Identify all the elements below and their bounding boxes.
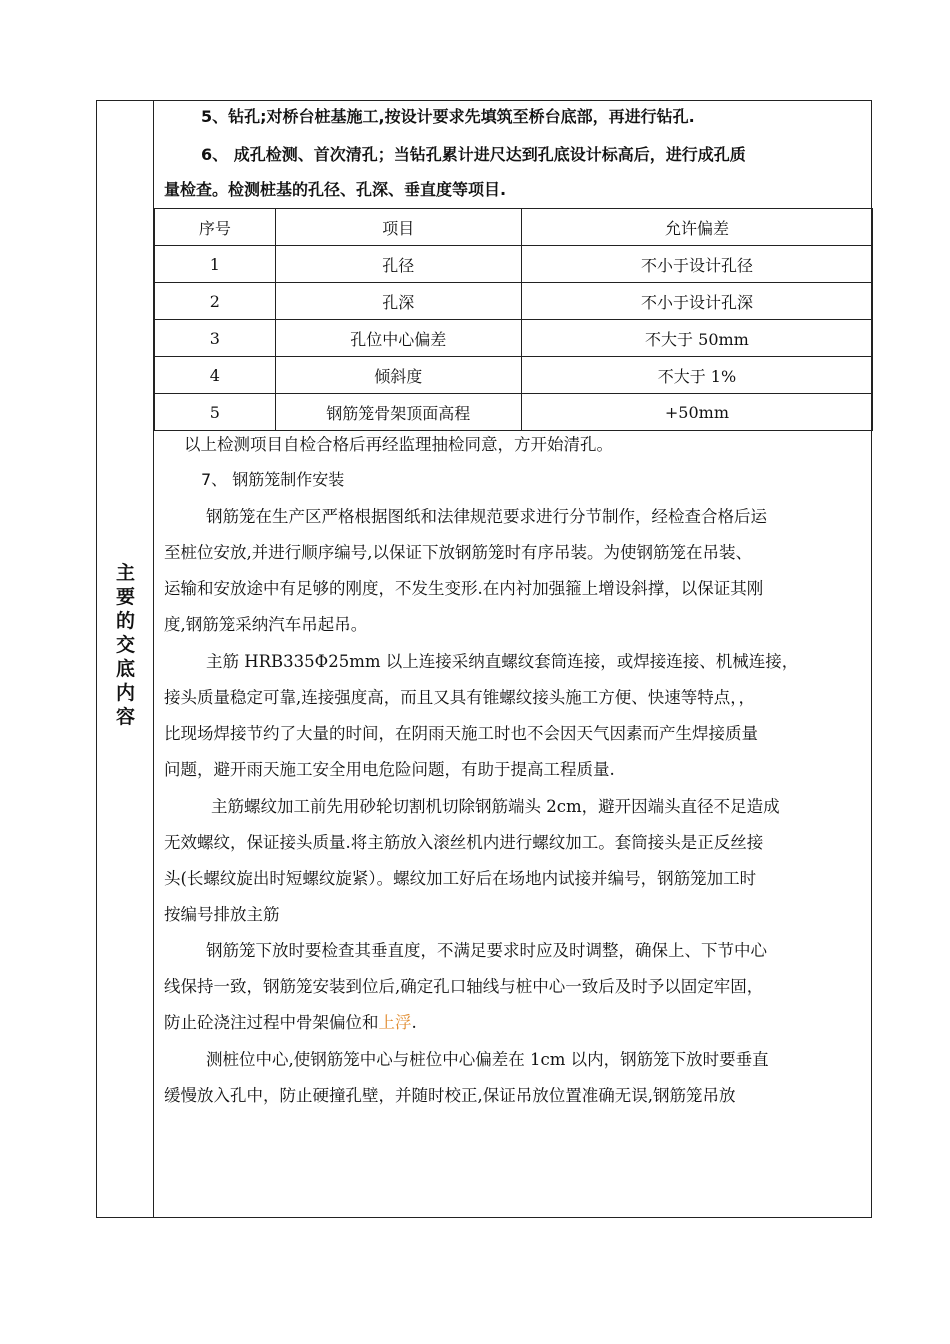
paragraph-line [164,1009,871,1033]
paragraph-text: 防止砼浇注过程中骨架偏位和 [164,1013,379,1032]
table-cell: 不小于设计孔径 [521,246,872,283]
side-label-char: 要 [115,586,135,608]
paragraph-line: 缓慢放入孔中，防止硬撞孔壁，并随时校正,保证吊放位置准确无误,钢筋笼吊放 [164,1086,736,1105]
item-5-drilling: 5、钻孔;对桥台桩基施工,按设计要求先填筑至桥台底部，再进行钻孔. [201,107,695,126]
paragraph-line: 运输和安放途中有足够的刚度，不发生变形.在内衬加强箍上增设斜撑，以保证其刚 [164,579,764,598]
item-6-line-1: 6、 成孔检测、首次清孔；当钻孔累计进尺达到孔底设计标高后，进行成孔质 [201,145,746,164]
side-label [97,561,154,729]
paragraph-line: 至桩位安放,并进行顺序编号,以保证下放钢筋笼时有序吊装。为使钢筋笼在吊装、 [164,543,752,562]
paragraph-line: 接头质量稳定可靠,连接强度高，而且又具有锥螺纹接头施工方便、快速等特点，， [164,688,755,707]
paragraph-line: 钢筋笼在生产区严格根据图纸和法律规范要求进行分节制作，经检查合格后运 [206,507,767,526]
item-6-line-2: 量检查。检测桩基的孔径、孔深、垂直度等项目. [164,180,507,199]
content-area [154,101,871,1217]
paragraph-line: 线保持一致，钢筋笼安装到位后,确定孔口轴线与桩中心一致后及时予以固定牢固， [164,977,764,996]
paragraph-line: 主筋 HRB335Φ25mm 以上连接采纳直螺纹套筒连接，或焊接连接、机械连接， [206,652,799,671]
paragraph-line: 无效螺纹，保证接头质量.将主筋放入滚丝机内进行螺纹加工。套筒接头是正反丝接 [164,833,764,852]
paragraph-line: 头(长螺纹旋出时短螺纹旋紧）。螺纹加工好后在场地内试接并编号，钢筋笼加工时 [164,869,757,888]
highlighted-word: 上浮 [378,1013,412,1032]
table-cell: 孔径 [275,246,521,283]
table-row [155,246,873,283]
table-cell: 钢筋笼骨架顶面高程 [275,394,521,431]
paragraph-line: 钢筋笼下放时要检查其垂直度，不满足要求时应及时调整，确保上、下节中心 [206,941,767,960]
table-row [155,357,873,394]
tolerance-table [154,208,873,431]
table-cell: +50mm [521,394,872,431]
header-cell: 序号 [155,209,276,246]
table-cell: 1 [155,246,276,283]
table-row [155,283,873,320]
side-label-char: 的 [115,610,135,632]
side-label-char: 底 [115,658,135,680]
table-cell: 孔位中心偏差 [275,320,521,357]
side-label-char: 容 [115,706,135,728]
table-row [155,394,873,431]
paragraph-line: 比现场焊接节约了大量的时间，在阴雨天施工时也不会因天气因素而产生焊接质量 [164,724,758,743]
table-cell: 不大于 1% [521,357,872,394]
table-cell: 不大于 50mm [521,320,872,357]
table-cell: 不小于设计孔深 [521,283,872,320]
table-row [155,320,873,357]
table-cell: 3 [155,320,276,357]
item-7-heading: 7、 钢筋笼制作安装 [201,470,345,489]
after-table-note: 以上检测项目自检合格后再经监理抽检同意，方开始清孔。 [184,435,613,454]
table-cell: 5 [155,394,276,431]
table-cell: 倾斜度 [275,357,521,394]
side-label-char: 内 [115,682,135,704]
paragraph-line: 按编号排放主筋 [164,905,280,924]
table-cell: 2 [155,283,276,320]
table-cell: 4 [155,357,276,394]
table-cell: 孔深 [275,283,521,320]
header-cell: 允许偏差 [521,209,872,246]
paragraph-text: . [411,1013,417,1032]
side-label-column [97,101,154,1217]
header-cell: 项目 [275,209,521,246]
side-label-char: 主 [115,562,135,584]
paragraph-line: 度,钢筋笼采纳汽车吊起吊。 [164,615,368,634]
table-header-row [155,209,873,246]
paragraph-line: 问题，避开雨天施工安全用电危险问题，有助于提高工程质量. [164,760,615,779]
side-label-char: 交 [115,634,135,656]
disclosure-table-frame [96,100,872,1218]
paragraph-line: 主筋螺纹加工前先用砂轮切割机切除钢筋端头 2cm，避开因端头直径不足造成 [211,797,780,816]
paragraph-line: 测桩位中心,使钢筋笼中心与桩位中心偏差在 1cm 以内，钢筋笼下放时要垂直 [206,1050,769,1069]
